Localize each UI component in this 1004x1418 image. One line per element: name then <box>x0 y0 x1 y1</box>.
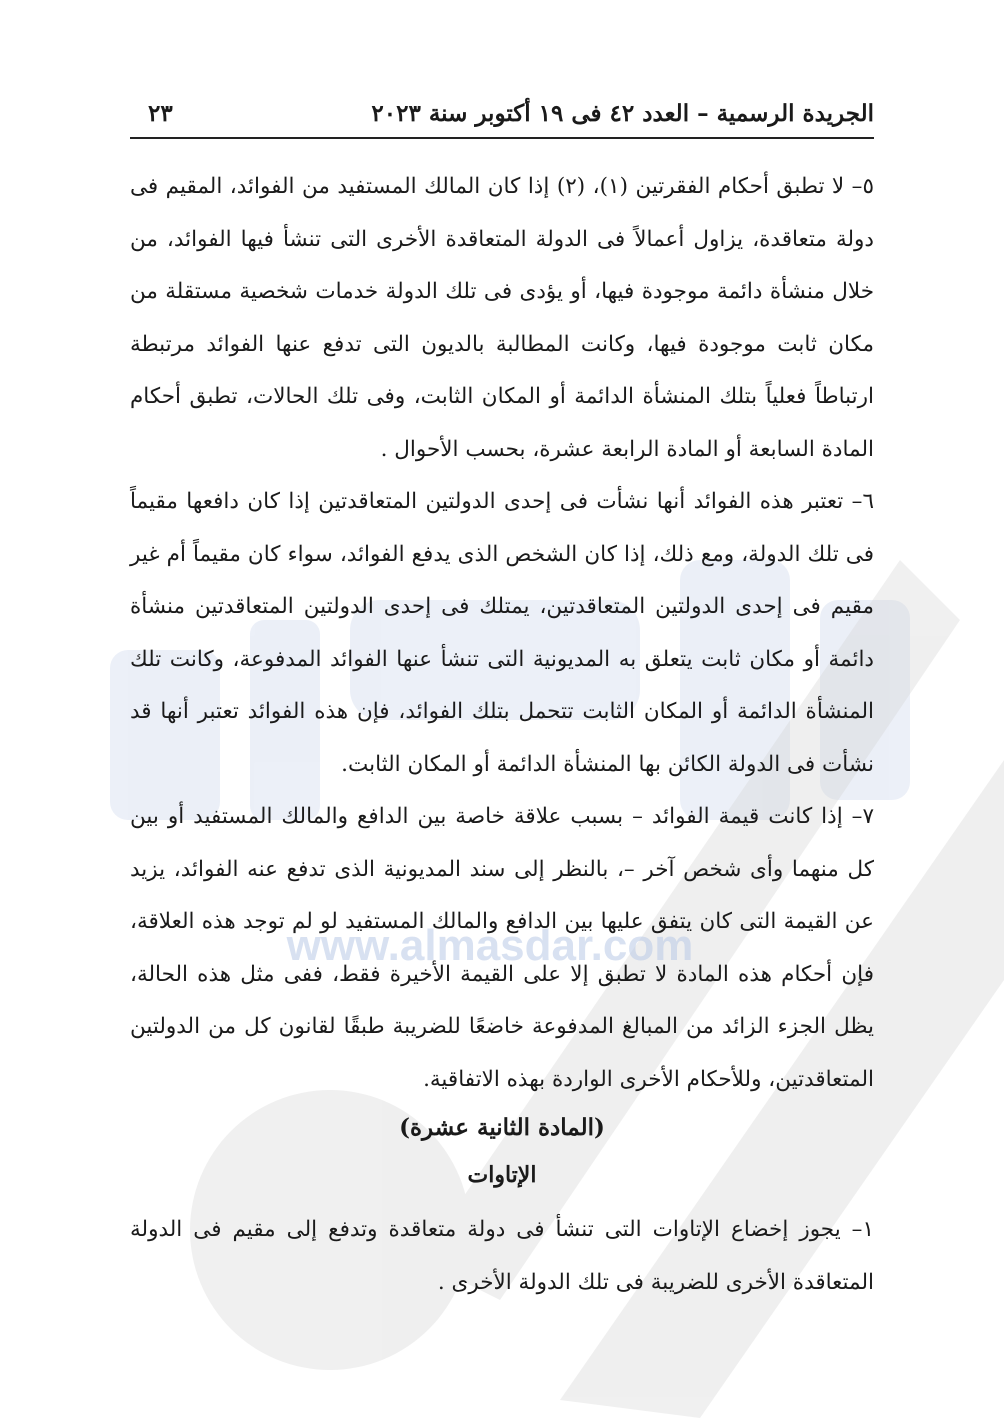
header-title: الجريدة الرسمية – العدد ٤٢ فى ١٩ أكتوبر سنة ٢٠٢٣ <box>371 100 874 127</box>
paragraph-7: ٧– إذا كانت قيمة الفوائد – بسبب علاقة خاصة بين الدافع والمالك المستفيد أو بين كل منهما وأى شخص آخر –، بالنظر إلى سند المديونية الذى تدفع عنه الفوائد، يزيد عن القيمة التى كان يتفق عليها بين الدافع والمالك المستفيد لو لم توجد هذه العلاقة، فإن أحكام هذه المادة لا تطبق إلا على القيمة الأخيرة فقط، ففى مثل هذه الحالة، يظل الجزء الزائد من المبالغ المدفوعة خاضعًا للضريبة طبقًا لقانون كل من الدولتين المتعاقدتين، وللأحكام الأخرى الواردة بهذه الاتفاقية. <box>130 804 874 1092</box>
paragraph-6: ٦– تعتبر هذه الفوائد أنها نشأت فى إحدى الدولتين المتعاقدتين إذا كان دافعها مقيماً فى تلك الدولة، ومع ذلك، إذا كان الشخص الذى يدفع الفوائد، سواء كان مقيماً أم غير مقيم فى إحدى الدولتين المتعاقدتين، يمتلك فى إحدى الدولتين المتعاقدتين منشأة دائمة أو مكان ثابت يتعلق به المديونية التى تنشأ عنها الفوائد المدفوعة، وكانت تلك المنشأة الدائمة أو المكان الثابت تتحمل بتلك الفوائد، فإن هذه الفوائد تعتبر أنها قد نشأت فى الدولة الكائن بها المنشأة الدائمة أو المكان الثابت. <box>130 489 874 777</box>
page-number: ٢٣ <box>148 100 173 127</box>
document-body <box>130 161 874 1309</box>
document-page <box>130 100 874 1309</box>
paragraph-5: ٥– لا تطبق أحكام الفقرتين (١)، (٢) إذا كان المالك المستفيد من الفوائد، المقيم فى دولة متعاقدة، يزاول أعمالاً فى الدولة المتعاقدة الأخرى التى تنشأ فيها الفوائد، من خلال منشأة دائمة موجودة فيها، أو يؤدى فى تلك الدولة خدمات شخصية مستقلة من مكان ثابت موجودة فيها، وكانت المطالبة بالديون التى تدفع عنها الفوائد مرتبطة ارتباطاً فعلياً بتلك المنشأة الدائمة أو المكان الثابت، وفى تلك الحالات، تطبق أحكام المادة السابعة أو المادة الرابعة عشرة، بحسب الأحوال . <box>130 174 874 462</box>
section-subtitle: الإتاوات <box>467 1162 537 1188</box>
section-title: (المادة الثانية عشرة) <box>399 1114 605 1141</box>
watermark-site: www.almasdar.com <box>286 921 694 970</box>
page-header <box>130 100 874 139</box>
paragraph-1: ١– يجوز إخضاع الإتاوات التى تنشأ فى دولة متعاقدة وتدفع إلى مقيم فى الدولة المتعاقدة الأخرى للضريبة فى تلك الدولة الأخرى . <box>130 1217 874 1295</box>
